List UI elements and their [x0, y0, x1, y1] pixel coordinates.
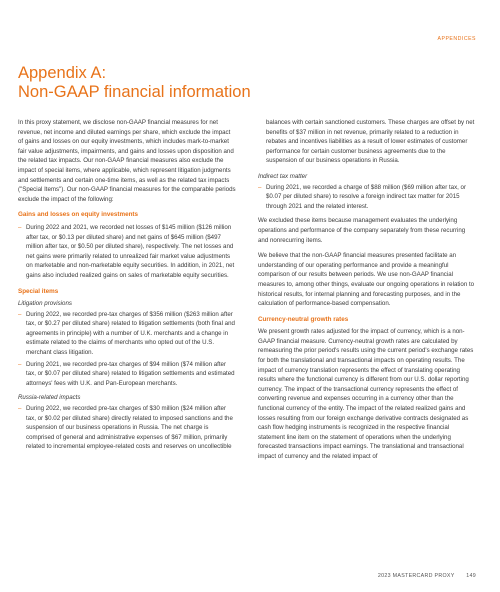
russia-list: [18, 404, 236, 452]
list-item: – During 2022 and 2021, we recorded net losses of $145 million ($126 million after tax, or $0.13 per diluted share) and net gains of $645 million ($497 million after tax, or $0.50 per diluted share), respectively. The net losses and net gains were primarily related to unrealized fair market value adjustments on marketable and non-marketable equity securities. In addition, in 2021, net gains also included realized gains on sales of marketable equity securities.: [18, 223, 236, 281]
russia-continued-paragraph: balances with certain sanctioned customers. These charges are offset by net benefits of $37 million in net revenue, primarily related to a reduction in rebates and incentives liabilities as a result of lower estimates of customer performance for certain customer business agreements due to the suspension of our business operations in Russia.: [266, 119, 475, 165]
gains-heading: Gains and losses on equity investments: [18, 211, 139, 219]
indirect-tax-subheading: Indirect tax matter: [258, 172, 308, 180]
currency-heading: Currency-neutral growth rates: [258, 315, 349, 323]
left-column: [18, 118, 236, 457]
page-title-line-2: Non-GAAP financial information: [18, 83, 251, 101]
section-tag: APPENDICES: [437, 36, 476, 42]
page-number: 149: [466, 573, 476, 579]
litigation-subheading: Litigation provisions: [18, 300, 72, 308]
exclusion-paragraph: We excluded these items because management evaluates the underlying operations and performance of the company separately from these recurring and nonrecurring items.: [258, 217, 466, 244]
right-column: [258, 118, 476, 468]
gains-list: [18, 223, 236, 281]
list-item: – During 2022, we recorded pre-tax charges of $356 million ($263 million after tax, or $0.27 per diluted share) related to litigation settlements (both final and agreements in principle) with a number of U.K. merchants and a change in estimate related to the claims of merchants who opted out of the U.S. merchant class litigation.: [18, 310, 236, 358]
indirect-tax-list: [258, 183, 476, 212]
russia-subheading: Russia-related impacts: [18, 394, 81, 402]
page-title: [18, 64, 251, 102]
litigation-list: [18, 310, 236, 389]
list-item: – During 2021, we recorded a charge of $88 million ($69 million after tax, or $0.07 per diluted share) to resolve a foreign indirect tax matter for 2015 through 2021 and the related interest.: [258, 183, 476, 212]
special-items-heading: Special items: [18, 287, 59, 295]
footer-doc-title: 2023 MASTERCARD PROXY: [377, 573, 455, 579]
intro-paragraph: In this proxy statement, we disclose non-GAAP financial measures for net revenue, net income and diluted earnings per share, which exclude the impact of gains and losses on our equity investments, which includes mark-to-market fair value adjustments, impairments, and gains and losses upon disposition and the related tax impacts. Our non-GAAP financial measures also exclude the impact of special items, where applicable, which represent litigation judgments and settlements and certain one-time items, as well as the related tax impacts ("Special Items"). Our non-GAAP financial measures for the comparable periods exclude the impact of the following:: [18, 119, 236, 203]
currency-paragraph: We present growth rates adjusted for the impact of currency, which is a non-GAAP financial measure. Currency-neutral growth rates are calculated by remeasuring the prior period's results using the current period's exchange rates for both the translational and transactional impacts on operating results. The impact of currency translation represents the effect of translating operating results where the functional currency is different from our U.S. dollar reporting currency. The impact of the transactional currency represents the effect of converting revenue and expenses occurring in a currency other than the functional currency of the entity. The impact of the related realized gains and losses resulting from our foreign exchange derivative contracts designated as cash flow hedging instruments is recognized in the respective financial statement line item on the statement of operations when the underlying forecasted transactions impact earnings. The translational and transactional impact of currency and the related impact of: [258, 328, 474, 460]
list-item: – During 2021, we recorded pre-tax charges of $94 million ($74 million after tax, or $0.07 per diluted share) related to litigation settlements and estimated attorneys' fees with U.K. and Pan-European merchants.: [18, 360, 236, 389]
rationale-paragraph: We believe that the non-GAAP financial measures presented facilitate an understanding of our operating performance and provide a meaningful comparison of our results between periods. We use non-GAAP financial measures to, among other things, evaluate our ongoing operations in relation to historical results, for internal planning and forecasting purposes, and in the calculation of performance-based compensation.: [258, 252, 475, 308]
page-footer: [378, 573, 476, 579]
page-title-line-1: Appendix A:: [18, 64, 107, 82]
list-item: – During 2022, we recorded pre-tax charges of $30 million ($24 million after tax, or $0.02 per diluted share) directly related to imposed sanctions and the suspension of our business operations in Russia. The net charge is comprised of general and administrative expenses of $67 million, primarily related to incremental employee-related costs and reserves on uncollectible: [18, 404, 236, 452]
